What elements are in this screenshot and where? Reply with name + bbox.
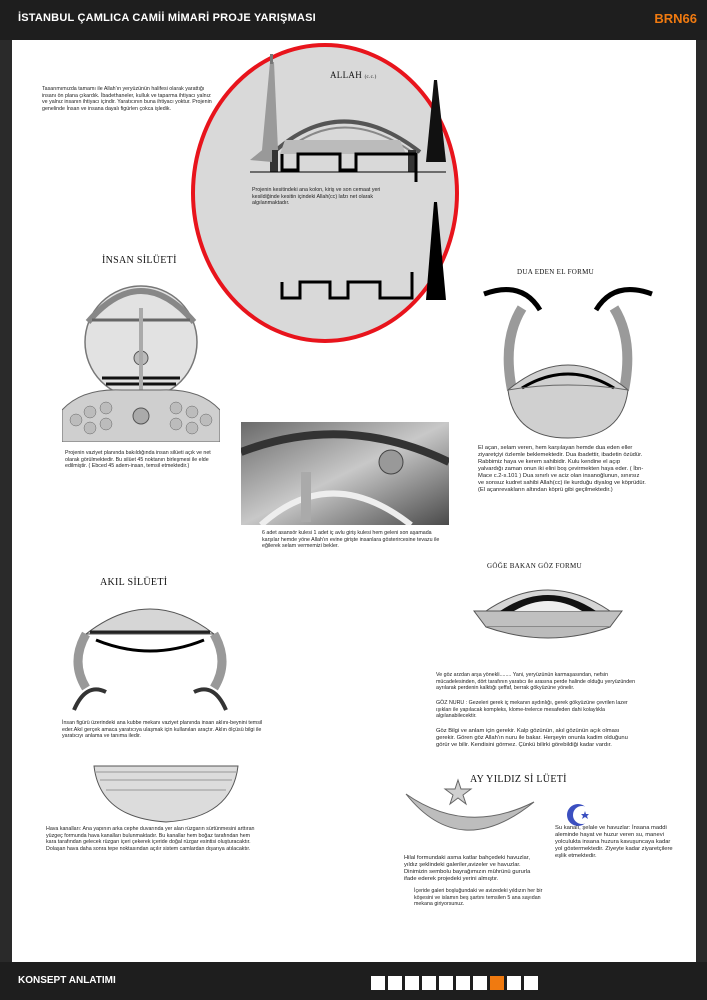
- footer-label: KONSEPT ANLATIMI: [18, 975, 116, 986]
- page-indicator: [371, 976, 538, 990]
- goz-text-2: GÖZ NURU : Gezeleri gerek iç mekanın aydınlığı, gerek gökyüzüne çevrilen lazer ışıkları ile yapılacak kompleks, klome-trelerce mesafeden dahi kolaylıkla algılanabilecektir.: [436, 700, 628, 720]
- dua-text: El açan, selam veren, hem karşılayan hemde dua eden eller ziyaretçiyi özlemle beklemektedir. Dua ibadettir, ibadetin özüdür. Rabbimiz haya ve kerem sahibidir. Kulu kendine el açıp yalvardığı zaman onun iki elini boş çevirmekten haya eder. ( İbn-Mace c.2-s.101 ) Dua sınırlı ve aciz olan insanoğlunun, sınırsız ve sonsuz kudret sahibi Allah(cc) ile kurduğu diyalog ve köprüdür. (El açanrevakların altından köprü gibi geçilmektedir.): [478, 445, 646, 493]
- akil-text: İnsan figürü üzerindeki ana kubbe mekanı vaziyet planında insan aklını-beynini temsil eder.Akıl gerçek amaca yaratıcıya ulaşmak için kullanılan araçtır. Aklın ölçüsü bilgi ile yaratıcıyı anlama ve tanıma iledir.: [62, 720, 263, 740]
- dua-title: DUA EDEN EL FORMU: [517, 268, 594, 276]
- page-tab[interactable]: [405, 976, 419, 990]
- su-kanali-text: Su kanalı, şelale ve havuzlar: İnsana maddi aleminde hayat ve huzur veren su, manevi yolculukta insana huzura kavuşuncaya kadar yol göstermektedir. Ziyeyte kadar ziyaretçilere eşlik etmektedir.: [555, 825, 673, 859]
- page-tab[interactable]: [507, 976, 521, 990]
- interior-render-photo: [241, 422, 449, 525]
- page-tab[interactable]: [371, 976, 385, 990]
- page-tab[interactable]: [439, 976, 453, 990]
- page-tab[interactable]: [473, 976, 487, 990]
- page-tab[interactable]: [388, 976, 402, 990]
- page-tab-active[interactable]: [490, 976, 504, 990]
- photo-caption: 6 adet asansör kulesi 1 adet iç avlu giriş kulesi hem geleni son aşamada karşılar hemde yöne Allah'ın evine girişte insanlara gösterircesine tevazu ile eğilerek selam vermemizi bekler.: [262, 530, 440, 550]
- footer-bar: [0, 962, 707, 1000]
- project-code: BRN66: [654, 11, 697, 26]
- insan-text: Projenin vaziyet planında bakıldığında insan silüeti açık ve net olarak görülmektedir. Bu silüet 45 noktanın birleşmesi ile elde edilmiştir. ( Ebced 45 adem-insan, temsil etmektedir.): [65, 450, 211, 470]
- project-title: İSTANBUL ÇAMLICA CAMİİ MİMARİ PROJE YARIŞMASI: [18, 12, 316, 24]
- page-tab[interactable]: [524, 976, 538, 990]
- ay-yildiz-title: AY YILDIZ Sİ LÜETİ: [470, 774, 567, 785]
- insan-silhouette-plan: [62, 270, 220, 442]
- header-bar: [0, 0, 707, 40]
- praying-hand-form: [482, 280, 654, 440]
- sky-eye-form: [470, 575, 626, 647]
- goz-text-1: Ve göz arzdan arşa yönekli........ Yani, yeryüzünün karmaşasından, nefsin mücadelesinden, dört tarafının yaratıcı ile arasına perde halinde olduğu yeryüzünden ayrılarak perdenin kalktığı şeffaf, berrak gökyüzüne yönelir.: [436, 672, 636, 692]
- hava-text: Hava kanalları: Ana yapının arka cephe duvarında yer alan rüzgarın sürtünmesini arttıran yüzgeç formunda hava kanalları bulunmaktadır. Bu kanallar hem boğaz tarafından hem kara tarafından gelecek rüzgarı içeri çekerek içeride doğal rüzgar esintisi oluşturacaktır. Dolaşan hava daha sonra tepe noktasından açılır sistem camlardan dışarıya atılacaktır.: [46, 826, 255, 852]
- allah-section-text: Projenin kesitindeki ana kolon, kiriş ve son cemaat yeri kesildiğinde kesitin içindeki Allah(cc) lafzı net olarak algılanmaktadır.: [252, 187, 381, 207]
- ay-text: Hilal formundaki asma katlar bahçedeki havuzlar, yıldız şeklindeki galeriler,avizeler ve havuzlar. Dinimizin sembolu bayrağımızın mührünü gururla ifade ederek projedeki yerini almıştır.: [404, 855, 531, 882]
- goz-title: GÖĞE BAKAN GÖZ FORMU: [487, 562, 582, 570]
- allah-title: ALLAH (c.c.): [330, 70, 377, 80]
- goz-text-3: Göz Bilgi ve anlam için gerekir. Kalp gözünün, akıl gözünün açık olması gerekir. Gören göz Allah'ın nuru ile bakar. Herşeyin onunla kadim olduğunu görür ve bilir. Kendisini görmez. Çünkü bilirki görebildiği kadar vardır.: [436, 728, 628, 748]
- akil-title: AKIL SİLÜETİ: [100, 577, 168, 588]
- crescent-star-form: [400, 776, 540, 840]
- intro-text: Tasarımımızda tamamı ile Allah'ın yeryüzünün halifesi olarak yarattığı insanı ön plana çıkardık. İbadethaneler, kulluk ve taparma ihtiyacı yalnız ve yalnız insanın ihtiyacı içindir. Yaratıcının buna ihtiyacı yoktur. Projenin genelinde İnsan ve insana dayalı figürlen çokca işledik.: [42, 86, 212, 112]
- insan-title: İNSAN SİLÜETİ: [102, 255, 177, 266]
- page-tab[interactable]: [456, 976, 470, 990]
- dome-section-bottom: [92, 758, 240, 824]
- page-tab[interactable]: [422, 976, 436, 990]
- akil-silhouette-form: [66, 592, 234, 712]
- ay-text-2: İçeride galeri boşluğundaki ve avizedeki yıldızın her bir köşesini ve islamın beş şartını temsilen 5 ana sayıdan mekana giriyorsunuz.: [414, 888, 543, 908]
